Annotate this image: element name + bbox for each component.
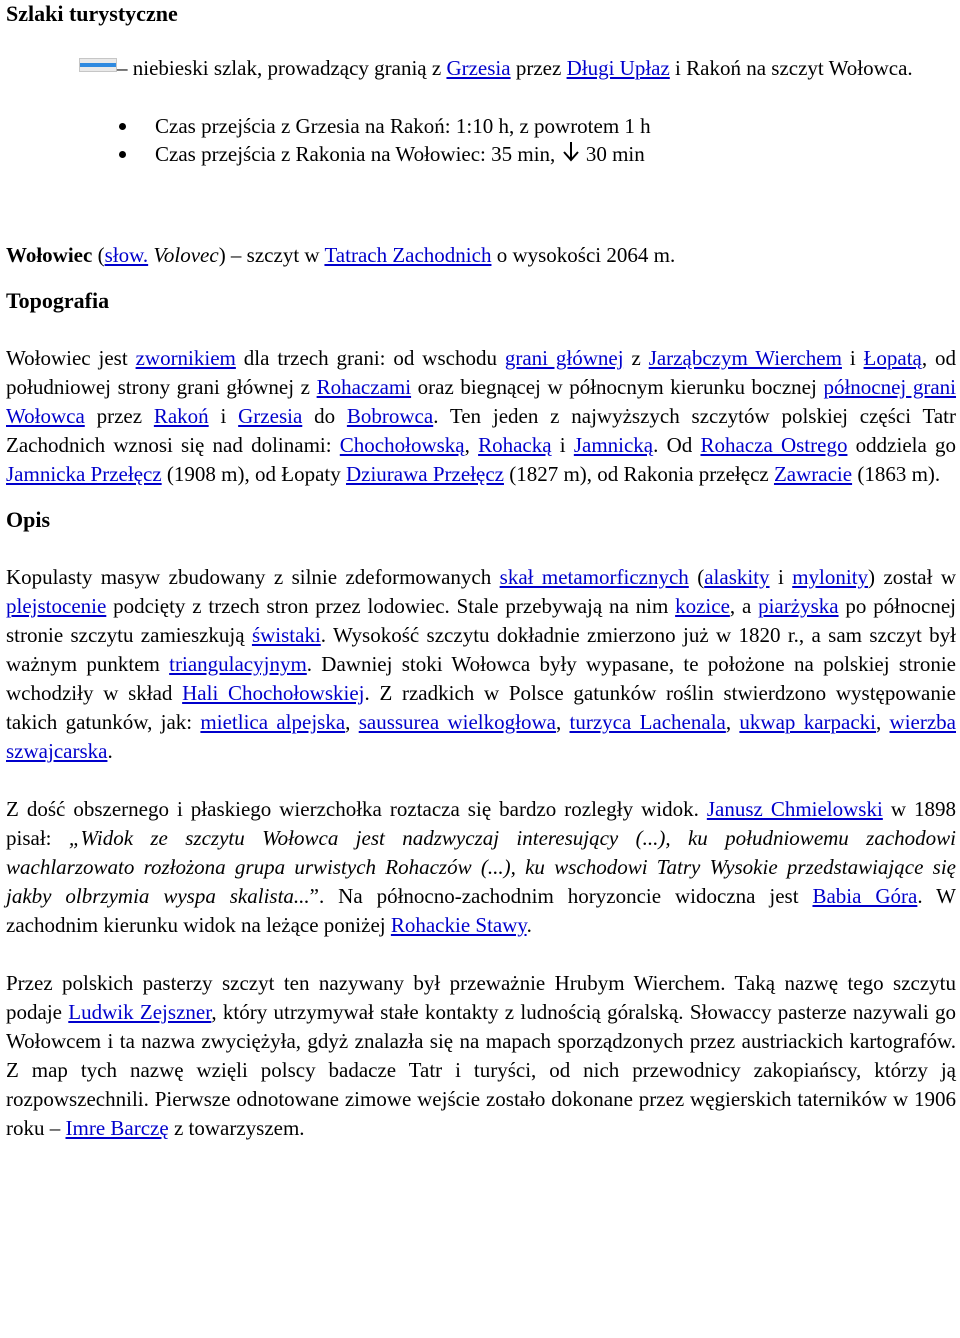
link-rohacz-ostry[interactable]: Rohacza Ostrego [700, 433, 848, 457]
section-heading-topography: Topografia [6, 288, 110, 313]
link-jarzabczy-wierch[interactable]: Jarząbczym Wierchem [648, 346, 842, 370]
link-dziurawa-przelecz[interactable]: Dziurawa Przełęcz [345, 462, 504, 486]
trail-times-list [6, 112, 956, 168]
link-mylonity[interactable]: mylonity [792, 565, 869, 589]
link-janusz-chmielowski[interactable]: Janusz Chmielowski [706, 797, 883, 821]
list-item: Czas przejścia z Grzesia na Rakoń: 1:10 h, z powrotem 1 h [6, 112, 956, 140]
link-piarzyska[interactable]: piarżyska [758, 594, 839, 618]
link-lopata[interactable]: Łopatą [863, 346, 922, 370]
link-alaskity[interactable]: alaskity [704, 565, 770, 589]
link-polnocna-gran[interactable]: północnej grani Wołowca [6, 375, 957, 428]
article-title: Wołowiec [6, 243, 93, 267]
link-zawracie[interactable]: Zawracie [773, 462, 853, 486]
link-dlugi-uplaz[interactable]: Długi Upłaz [566, 56, 670, 80]
link-jamnicka-przelecz[interactable]: Jamnicka Przełęcz [6, 462, 162, 486]
link-gran-glowna[interactable]: grani głównej [504, 346, 624, 370]
link-zwornik[interactable]: zwornikiem [135, 346, 236, 370]
link-rohacze[interactable]: Rohaczami [316, 375, 412, 399]
document-page [6, 0, 956, 1143]
link-grzes[interactable]: Grzesia [446, 56, 511, 80]
link-slow[interactable]: słow. [104, 243, 149, 267]
link-grzes-2[interactable]: Grzesia [238, 404, 303, 428]
link-jamnicka[interactable]: Jamnicką [573, 433, 654, 457]
link-hala-chocholowska[interactable]: Hali Chochołowskiej [182, 681, 365, 705]
link-imre-barcza[interactable]: Imre Barczę [65, 1116, 169, 1140]
link-wierzba-szwajcarska[interactable]: wierzba szwajcarska [6, 710, 956, 763]
link-kozice[interactable]: kozice [675, 594, 730, 618]
topography-paragraph: Wołowiec jest zwornikiem dla trzech grani: od wschodu grani głównej z Jarząbczym Wierchem i Łopatą, od południowej strony grani głównej z Rohaczami oraz biegnącej w północnym kierunku bocznej północnej grani Wołowca przez Rakoń i Grzesia do Bobrowca. Ten jeden z najwyższych szczytów polskiej części Tatr Zachodnich wznosi się nad dolinami: Chochołowską, Rohacką i Jamnicką. Od Rohacza Ostrego oddziela go Jamnicka Przełęcz (1908 m), od Łopaty Dziurawa Przełęcz (1827 m), od Rakonia przełęcz Zawracie (1863 m). [6, 346, 957, 486]
link-plejstocen[interactable]: plejstocenie [6, 594, 107, 618]
blue-trail-marker-icon [79, 58, 117, 72]
link-babia-gora[interactable]: Babia Góra [812, 884, 918, 908]
link-mietlica-alpejska[interactable]: mietlica alpejska [200, 710, 346, 734]
link-swistaki[interactable]: świstaki [251, 623, 321, 647]
section-heading-trails: Szlaki turystyczne [6, 1, 178, 26]
link-skaly-metamorficzne[interactable]: skał metamorficznych [499, 565, 689, 589]
down-arrow-icon [561, 141, 581, 163]
link-chocholowska[interactable]: Chochołowską [339, 433, 465, 457]
trail-description: – niebieski szlak, prowadzący granią z Grzesia przez Długi Upłaz i Rakoń na szczyt Wołowca. [79, 54, 956, 83]
link-ludwik-zejszner[interactable]: Ludwik Zejszner [68, 1000, 212, 1024]
intro-paragraph: Wołowiec (słow. Volovec) – szczyt w Tatrach Zachodnich o wysokości 2064 m. [6, 243, 676, 267]
quotation: „Widok ze szczytu Wołowca jest nadzwyczaj interesujący (...), ku południowemu zachodowi wachlarzowato rozłożona grupa urwistych Rohaczów (...), ku wschodowi Tatry Wysokie przedstawiające się jakby olbrzymia wyspa skalista... [6, 826, 956, 908]
description-paragraph-2: Z dość obszernego i płaskiego wierzchołka roztacza się bardzo rozległy widok. Janusz Chmielowski w 1898 pisał: „Widok ze szczytu Wołowca jest nadzwyczaj interesujący (...), ku południowemu zachodowi wachlarzowato rozłożona grupa urwistych Rohaczów (...), ku wschodowi Tatry Wysokie przedstawiające się jakby olbrzymia wyspa skalista...”. Na północno-zachodnim horyzoncie widoczna jest Babia Góra. W zachodnim kierunku widok na leżące poniżej Rohackie Stawy. [6, 797, 956, 937]
link-rohacka[interactable]: Rohacką [478, 433, 552, 457]
link-saussurea[interactable]: saussurea wielkogłowa [358, 710, 556, 734]
list-item: Czas przejścia z Rakonia na Wołowiec: 35 min, 30 min [6, 140, 956, 168]
link-tatry-zachodnie[interactable]: Tatrach Zachodnich [324, 243, 492, 267]
link-turzyca-lachenala[interactable]: turzyca Lachenala [569, 710, 726, 734]
link-rohackie-stawy[interactable]: Rohackie Stawy [390, 913, 527, 937]
section-heading-description: Opis [6, 507, 51, 532]
link-triangulacja[interactable]: triangulacyjnym [169, 652, 307, 676]
link-bobrowiec[interactable]: Bobrowca [346, 404, 434, 428]
link-rakon[interactable]: Rakoń [153, 404, 209, 428]
description-paragraph-3: Przez polskich pasterzy szczyt ten nazywany był przeważnie Hrubym Wierchem. Taką nazwę tego szczytu podaje Ludwik Zejszner, który utrzymywał stałe kontakty z ludnością góralską. Słowaccy pasterze nazywali go Wołowcem i ta nazwa zwyciężyła, gdyż znalazła się na mapach sporządzonych przez austriackich kartografów. Z map tych nazwę wzięli polscy badacze Tatr i turyści, od nich przewodnicy zakopiańscy, którzy ją rozpowszechnili. Pierwsze odnotowane zimowe wejście zostało dokonane przez węgierskich taterników w 1906 roku – Imre Barczę z towarzyszem. [6, 971, 956, 1140]
link-ukwap-karpacki[interactable]: ukwap karpacki [739, 710, 876, 734]
description-paragraph-1: Kopulasty masyw zbudowany z silnie zdeformowanych skał metamorficznych (alaskity i mylonity) został w plejstocenie podcięty z trzech stron przez lodowiec. Stale przebywają na nim kozice, a piarżyska po północnej stronie szczytu zamieszkują świstaki. Wysokość szczytu dokładnie zmierzono już w 1820 r., a sam szczyt był ważnym punktem triangulacyjnym. Dawniej stoki Wołowca były wypasane, te położone na polskiej stronie wchodziły w skład Hali Chochołowskiej. Z rzadkich w Polsce gatunków roślin stwierdzono występowanie takich gatunków, jak: mietlica alpejska, saussurea wielkogłowa, turzyca Lachenala, ukwap karpacki, wierzba szwajcarska. [6, 565, 957, 763]
